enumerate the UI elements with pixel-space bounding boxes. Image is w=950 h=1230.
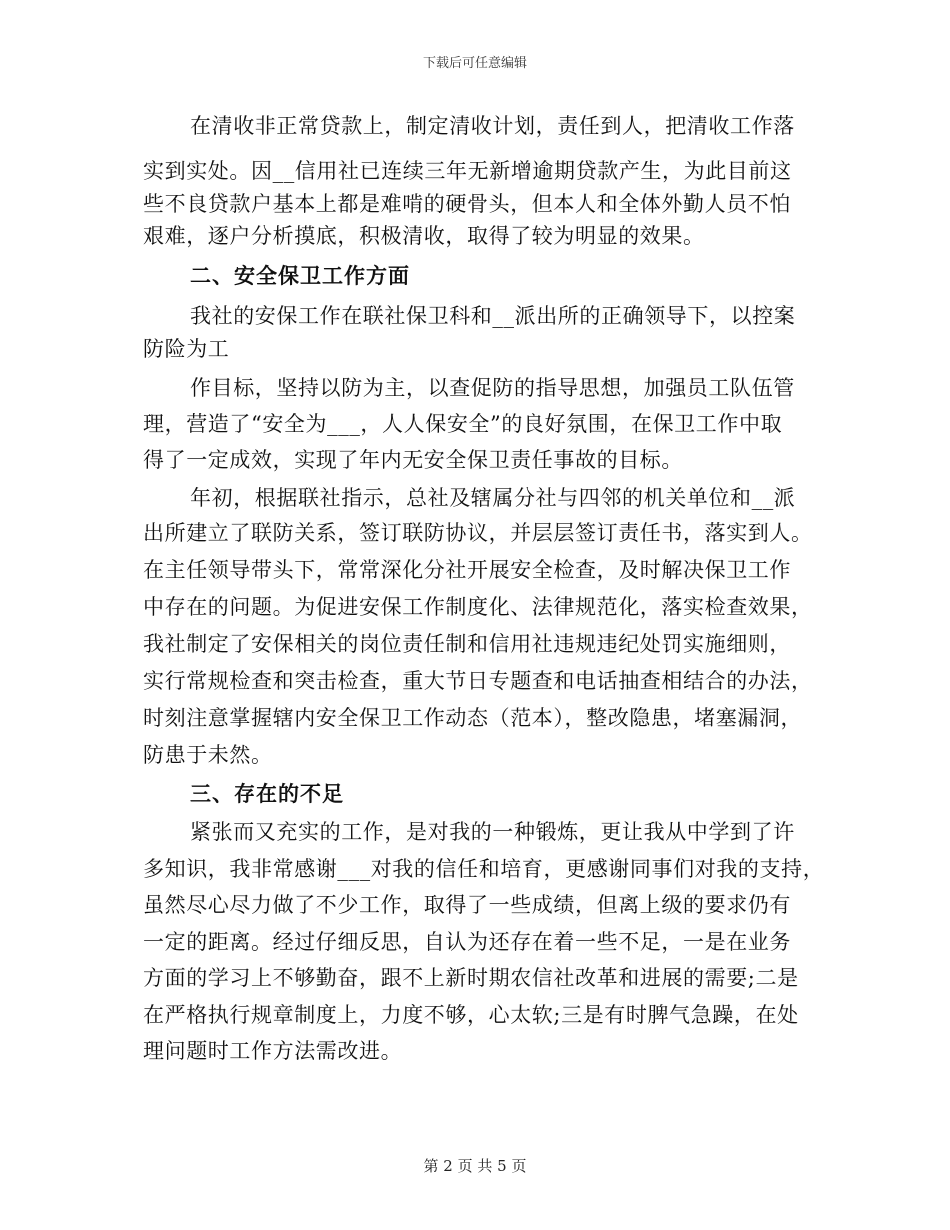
paragraph-line: 在清收非正常贷款上，制定清收计划，责任到人，把清收工作落 <box>190 114 795 138</box>
page-header: 下载后可任意编辑 <box>422 56 527 71</box>
paragraph-line: 中存在的问题。为促进安保工作制度化、法律规范化，落实检查效果， <box>143 595 813 619</box>
paragraph-line: 年初，根据联社指示，总社及辖属分社与四邻的机关单位和__派 <box>190 486 796 510</box>
paragraph-line: 防险为工 <box>143 337 230 361</box>
paragraph-line: 些不良贷款户基本上都是难啃的硬骨头，但本人和全体外勤人员不怕 <box>143 192 791 216</box>
paragraph-line: 虽然尽心尽力做了不少工作，取得了一些成绩，但离上级的要求仍有 <box>143 893 791 917</box>
paragraph-line: 时刻注意掌握辖内安全保卫工作动态（范本），整改隐患，堵塞漏洞， <box>143 706 803 730</box>
paragraph-line: 方面的学习上不够勤奋，跟不上新时期农信社改革和进展的需要;二是 <box>143 966 799 990</box>
paragraph-line: 艰难，逐户分析摸底，积极清收，取得了较为明显的效果。 <box>143 224 705 248</box>
paragraph-line: 实到实处。因__信用社已连续三年无新增逾期贷款产生，为此目前这 <box>143 159 792 183</box>
paragraph-line: 理问题时工作方法需改进。 <box>143 1039 403 1063</box>
paragraph-line: 防患于未然。 <box>143 743 273 767</box>
paragraph-line: 我社的安保工作在联社保卫科和__派出所的正确领导下，以控案 <box>190 304 796 328</box>
section-heading: 三、存在的不足 <box>190 782 344 806</box>
paragraph-line: 理，营造了“安全为___，人人保安全”的良好氛围，在保卫工作中取 <box>143 412 783 436</box>
paragraph-line: 一定的距离。经过仔细反思，自认为还存在着一些不足，一是在业务 <box>143 930 791 954</box>
page-number-footer: 第 2 页 共 5 页 <box>423 1157 527 1175</box>
paragraph-line: 多知识，我非常感谢___对我的信任和培育，更感谢同事们对我的支持， <box>143 857 825 881</box>
section-heading: 二、安全保卫工作方面 <box>190 264 410 288</box>
paragraph-line: 出所建立了联防关系，签订联防协议，并层层签订责任书，落实到人。 <box>143 521 813 545</box>
paragraph-line: 作目标，坚持以防为主，以查促防的指导思想，加强员工队伍管 <box>190 376 795 400</box>
paragraph-line: 实行常规检查和突击检查，重大节日专题查和电话抽查相结合的办法， <box>143 669 813 693</box>
paragraph-line: 在严格执行规章制度上，力度不够，心太软;三是有时脾气急躁，在处 <box>143 1003 799 1027</box>
paragraph-line: 得了一定成效，实现了年内无安全保卫责任事故的目标。 <box>143 448 683 472</box>
paragraph-line: 紧张而又充实的工作，是对我的一种锻炼，更让我从中学到了许 <box>190 820 795 844</box>
paragraph-line: 在主任领导带头下，常常深化分社开展安全检查，及时解决保卫工作 <box>143 558 791 582</box>
paragraph-line: 我社制定了安保相关的岗位责任制和信用社违规违纪处罚实施细则， <box>143 632 791 656</box>
